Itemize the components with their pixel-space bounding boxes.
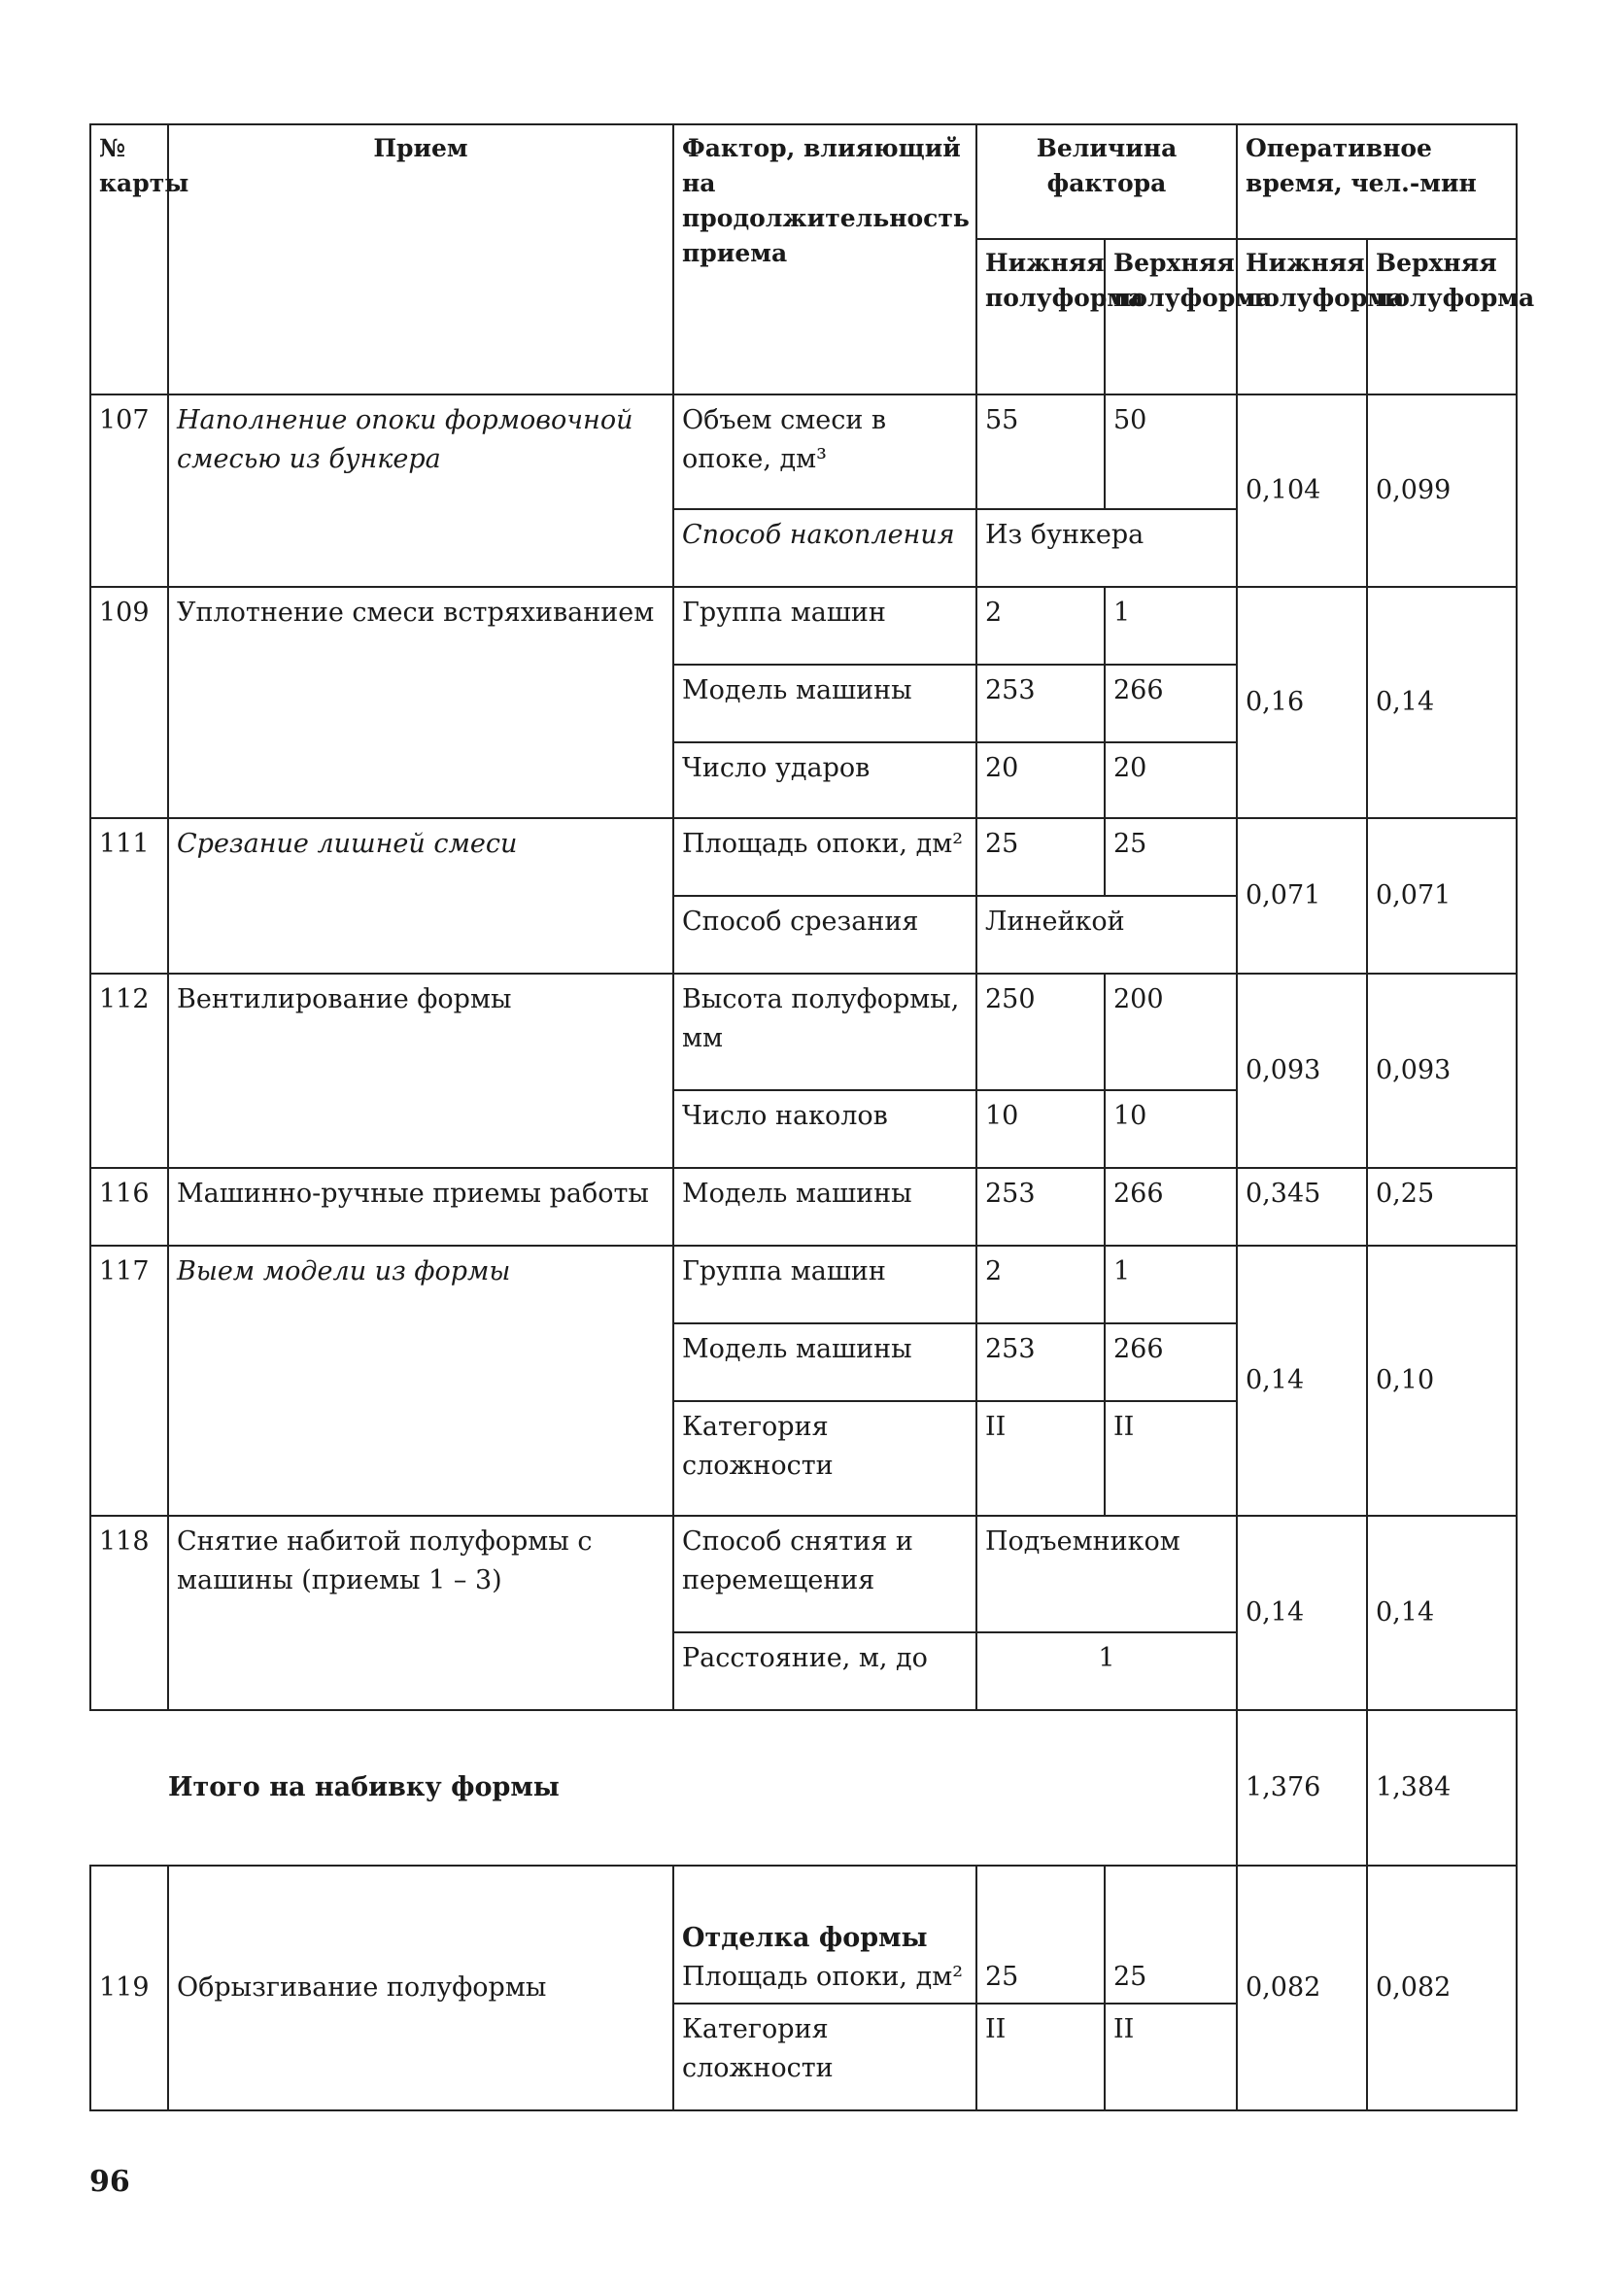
time-upper: 0,25 (1367, 1168, 1517, 1246)
factor: Категория сложности (673, 1401, 976, 1516)
factor-upper: 1 (1105, 1246, 1237, 1323)
factor: Модель машины (673, 665, 976, 742)
technique: Выем модели из формы (168, 1246, 673, 1516)
factor: Модель машины (673, 1323, 976, 1401)
time-upper: 0,14 (1367, 1516, 1517, 1710)
factor-value: Из бункера (976, 509, 1237, 587)
table-row (90, 818, 1517, 896)
factor-lower: 250 (976, 974, 1105, 1090)
factor: Способ накопления (673, 509, 976, 587)
technique: Машинно-ручные приемы работы (168, 1168, 673, 1246)
header-lower-time: Нижняя полуформа (1237, 239, 1367, 394)
total-upper: 1,384 (1367, 1710, 1517, 1866)
card-number: 117 (90, 1246, 168, 1516)
factor-lower: 253 (976, 1323, 1105, 1401)
header-factor-value: Величина фактора (976, 124, 1237, 239)
factor-lower: II (976, 2004, 1105, 2110)
time-lower: 0,071 (1237, 818, 1367, 974)
card-number: 116 (90, 1168, 168, 1246)
time-lower: 0,104 (1237, 394, 1367, 587)
time-upper: 0,099 (1367, 394, 1517, 587)
time-lower: 0,16 (1237, 587, 1367, 818)
technique: Срезание лишней смеси (168, 818, 673, 974)
header-oper-time: Оперативное время, чел.-мин (1237, 124, 1517, 239)
factor: Способ снятия и перемещения (673, 1516, 976, 1632)
factor: Способ срезания (673, 896, 976, 974)
factor: Категория сложности (673, 2004, 976, 2110)
factor: Число ударов (673, 742, 976, 818)
factor-lower: 25 (976, 818, 1105, 896)
factor-upper: 1 (1105, 587, 1237, 665)
factor-value: 1 (976, 1632, 1237, 1710)
time-lower: 0,093 (1237, 974, 1367, 1168)
time-lower: 0,082 (1237, 1866, 1367, 2110)
factor-upper: 266 (1105, 1323, 1237, 1401)
total-label: Итого на набивку формы (90, 1710, 1237, 1866)
factor: Площадь опоки, дм² (673, 818, 976, 896)
factor-lower: 10 (976, 1090, 1105, 1168)
factor-cell (673, 1866, 976, 2004)
factor-lower: 2 (976, 1246, 1105, 1323)
factor-upper: II (1105, 1401, 1237, 1516)
section-title: Отделка формы (682, 1923, 928, 1953)
card-number: 109 (90, 587, 168, 818)
table-row (90, 394, 1517, 509)
header-technique: Прием (168, 124, 673, 394)
factor: Группа машин (673, 1246, 976, 1323)
card-number: 112 (90, 974, 168, 1168)
factor: Объем смеси в опоке, дм³ (673, 394, 976, 509)
header-lower-factor: Нижняя полуформа (976, 239, 1105, 394)
factor-lower: 2 (976, 587, 1105, 665)
header-card-no: № карты (90, 124, 168, 394)
time-upper: 0,14 (1367, 587, 1517, 818)
factor: Группа машин (673, 587, 976, 665)
time-upper: 0,093 (1367, 974, 1517, 1168)
header-row (90, 124, 1517, 239)
table-row (90, 1246, 1517, 1323)
factor-upper: 50 (1105, 394, 1237, 509)
factor: Высота полуформы, мм (673, 974, 976, 1090)
card-number: 107 (90, 394, 168, 587)
time-upper: 0,082 (1367, 1866, 1517, 2110)
technique: Снятие набитой полуформы с машины (приемы 1 – 3) (168, 1516, 673, 1710)
factor-lower: 253 (976, 665, 1105, 742)
factor-upper: 200 (1105, 974, 1237, 1090)
factor-upper: 10 (1105, 1090, 1237, 1168)
time-lower: 0,14 (1237, 1246, 1367, 1516)
factor-upper: 25 (1105, 1866, 1237, 2004)
total-row (90, 1710, 1517, 1866)
card-number: 119 (90, 1866, 168, 2110)
header-upper-time: Верхняя полуформа (1367, 239, 1517, 394)
factor-upper: 20 (1105, 742, 1237, 818)
time-lower: 0,345 (1237, 1168, 1367, 1246)
total-lower: 1,376 (1237, 1710, 1367, 1866)
factor-lower: 20 (976, 742, 1105, 818)
technique: Обрызгивание полуформы (168, 1866, 673, 2110)
header-factor: Фактор, влияющий на продолжительность приема (673, 124, 976, 394)
page-number: 96 (89, 2165, 130, 2199)
factor-upper: 266 (1105, 665, 1237, 742)
time-upper: 0,071 (1367, 818, 1517, 974)
time-lower: 0,14 (1237, 1516, 1367, 1710)
factor-value: Линейкой (976, 896, 1237, 974)
factor: Площадь опоки, дм² (682, 1962, 964, 1992)
table-row (90, 1168, 1517, 1246)
card-number: 118 (90, 1516, 168, 1710)
factor: Модель машины (673, 1168, 976, 1246)
norms-table (89, 123, 1535, 2111)
factor-lower: 253 (976, 1168, 1105, 1246)
factor-upper: II (1105, 2004, 1237, 2110)
table-row (90, 587, 1517, 665)
factor: Расстояние, м, до (673, 1632, 976, 1710)
factor-upper: 266 (1105, 1168, 1237, 1246)
factor: Число наколов (673, 1090, 976, 1168)
table-row (90, 1866, 1517, 2004)
factor-value: Подъемником (976, 1516, 1237, 1632)
technique: Уплотнение смеси встряхиванием (168, 587, 673, 818)
factor-lower: II (976, 1401, 1105, 1516)
table-row (90, 974, 1517, 1090)
technique: Вентилирование формы (168, 974, 673, 1168)
factor-lower: 55 (976, 394, 1105, 509)
factor-upper: 25 (1105, 818, 1237, 896)
header-upper-factor: Верхняя полуформа (1105, 239, 1237, 394)
technique: Наполнение опоки формовочной смесью из бункера (168, 394, 673, 587)
factor-lower: 25 (976, 1866, 1105, 2004)
time-upper: 0,10 (1367, 1246, 1517, 1516)
card-number: 111 (90, 818, 168, 974)
table-row (90, 1516, 1517, 1632)
